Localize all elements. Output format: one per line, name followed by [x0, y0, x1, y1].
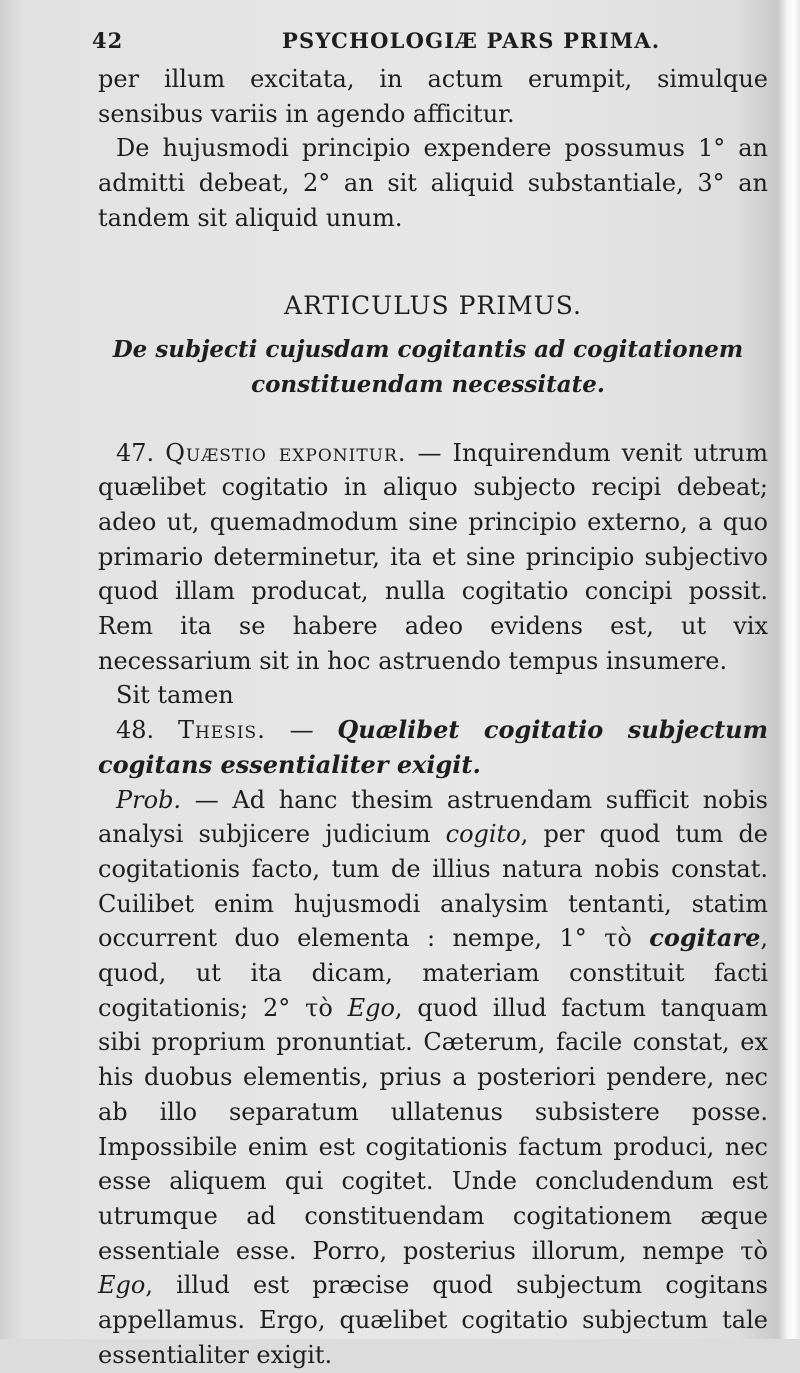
- page-content: [92, 22, 769, 1373]
- section-47-dash: —: [406, 438, 453, 467]
- proof-text-4: , quod illud factum tanquam sibi proprium pronuntiat. Cæterum, facile constat, ex his duobus elementis, prius a posteriori pendere, nec ab illo separatum ullatenus subsistere posse. Impossibile enim est cogitationis factum produci, nec esse aliquem qui cogitet. Unde concludendum est utrumque ad constituendam cogitationem æque essentiale esse. Porro, posterius illorum, nempe: [98, 993, 768, 1265]
- proof-italic-cogitare: cogitare: [649, 923, 761, 953]
- proof-italic-ego-2: Ego: [98, 1271, 146, 1300]
- proof-paragraph: [98, 783, 768, 1373]
- article-subheading: De subjecti cujusdam cogitantis ad cogitationem constituendam necessitate.: [112, 335, 744, 398]
- proof-text-2: , per quod tum de cogitationis facto, tum de illius natura nobis constat. Cuilibet enim hujusmodi analysim tentanti, statim occurrent duo elementa : nempe, 1°: [98, 820, 769, 953]
- section-48: [98, 713, 768, 782]
- proof-greek-to-2: τὸ: [305, 993, 333, 1022]
- sit-tamen: Sit tamen: [116, 681, 234, 710]
- proof-greek-to-1: τὸ: [604, 924, 632, 953]
- proof-greek-to-3: τὸ: [740, 1236, 768, 1265]
- section-47-number: 47.: [116, 438, 155, 467]
- proof-dash: —: [181, 785, 233, 814]
- running-head: [92, 22, 768, 62]
- proof-italic-ego-1: Ego: [347, 993, 395, 1022]
- section-48-thesis: Quælibet cogitatio subjectum cogitans essentialiter exigit.: [98, 715, 768, 779]
- proof-text-5: , illud est præcise quod subjectum cogitans appellamus. Ergo, quælibet cogitatio subjectum tale essentialiter exigit.: [98, 1271, 768, 1369]
- article-heading: ARTICULUS PRIMUS.: [284, 290, 582, 320]
- section-48-dash: —: [265, 716, 338, 745]
- section-47: [98, 436, 768, 679]
- section-47-text: Inquirendum venit utrum quælibet cogitatio in aliquo subjecto recipi debeat; adeo ut, quemadmodum sine principio externo, a quo primario determinetur, ita et sine principio subjectivo quod illam producat, nulla cogitatio concipi possit. Rem ita se habere adeo evidens est, ut vix necessarium sit in hoc astruendo tempus insumere.: [98, 438, 769, 675]
- section-48-title: Thesis.: [177, 716, 266, 745]
- intro-paragraph-2: De hujusmodi principio expendere possumus 1° an admitti debeat, 2° an sit aliquid substantiale, 3° an tandem sit aliquid unum.: [98, 134, 768, 232]
- proof-label: Prob.: [116, 785, 182, 814]
- page-edge: [778, 0, 800, 1339]
- section-48-number: 48.: [116, 716, 155, 745]
- proof-text-1: Ad hanc thesim astruendam sufficit nobis analysi subjicere judicium: [98, 785, 768, 849]
- page-number: 42: [92, 28, 124, 53]
- proof-italic-cogito: cogito: [445, 820, 521, 849]
- running-head-title: PSYCHOLOGIÆ PARS PRIMA.: [282, 28, 661, 53]
- intro-paragraph-1: per illum excitata, in actum erumpit, simulque sensibus variis in agendo afficitur.: [98, 65, 768, 128]
- proof-text-3: , quod, ut ita dicam, materiam constituit facti cogitationis; 2°: [98, 924, 768, 1022]
- section-47-title: Quæstio exponitur.: [165, 438, 407, 467]
